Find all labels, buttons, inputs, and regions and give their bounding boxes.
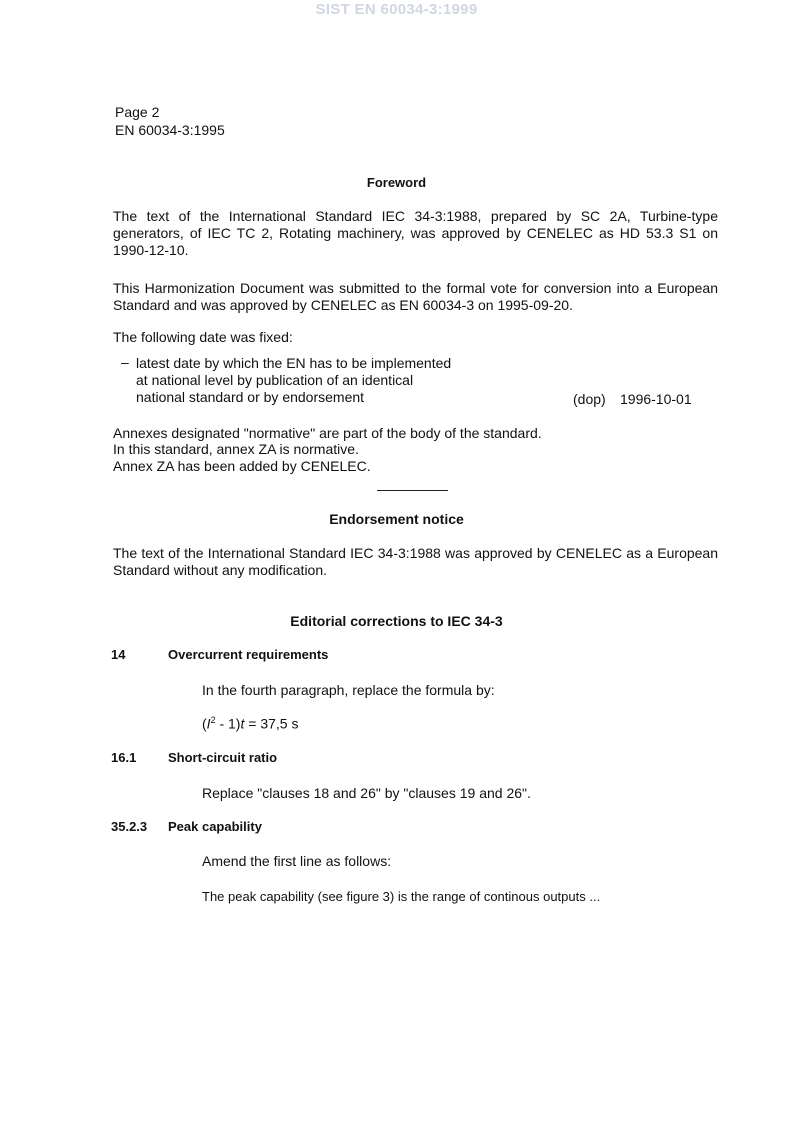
bullet-line-3: national standard or by endorsement bbox=[136, 389, 365, 405]
bullet-dash: – bbox=[121, 354, 129, 370]
section-instruction: Amend the first line as follows: bbox=[202, 853, 392, 869]
date-value: 1996-10-01 bbox=[620, 391, 692, 407]
foreword-paragraph-3: The following date was fixed: bbox=[113, 329, 293, 345]
section-title: Peak capability bbox=[168, 819, 262, 834]
section-title: Short-circuit ratio bbox=[168, 750, 278, 765]
document-reference: EN 60034-3:1995 bbox=[115, 122, 225, 138]
section-replacement-text: The peak capability (see figure 3) is the range of continous outputs ... bbox=[202, 889, 601, 904]
endorsement-text: The text of the International Standard IEC 34-3:1988 was approved by CENELEC as a European Standard without any modification. bbox=[113, 545, 718, 578]
date-code: (dop) bbox=[573, 391, 606, 407]
foreword-heading: Foreword bbox=[366, 175, 427, 190]
annex-line-2: In this standard, annex ZA is normative. bbox=[113, 441, 359, 457]
section-instruction: Replace "clauses 18 and 26" by "clauses 19 and 26". bbox=[202, 785, 531, 801]
formula-variable-t: t bbox=[240, 715, 245, 732]
foreword-paragraph-2: This Harmonization Document was submitted to the formal vote for conversion into a European Standard and was approved by CENELEC as EN 60034-3 on 1995-09-20. bbox=[113, 280, 718, 313]
editorial-heading: Editorial corrections to IEC 34-3 bbox=[290, 613, 503, 629]
bullet-line-2: at national level by publication of an identical bbox=[136, 372, 414, 388]
section-divider bbox=[377, 490, 448, 491]
section-title: Overcurrent requirements bbox=[168, 647, 329, 662]
annex-line-3: Annex ZA has been added by CENELEC. bbox=[113, 458, 371, 474]
formula-exponent: 2 bbox=[210, 715, 216, 725]
section-instruction: In the fourth paragraph, replace the formula by: bbox=[202, 682, 495, 698]
annex-line-1: Annexes designated "normative" are part of the body of the standard. bbox=[113, 425, 542, 441]
page-number: Page 2 bbox=[115, 104, 160, 120]
foreword-paragraph-1: The text of the International Standard IEC 34-3:1988, prepared by SC 2A, Turbine-type generators, of IEC TC 2, Rotating machinery, was approved by CENELEC as HD 53.3 S1 on 1990-12-10. bbox=[113, 208, 718, 258]
section-number: 14 bbox=[111, 647, 126, 662]
formula-result: = 37,5 s bbox=[244, 715, 299, 732]
formula-prefix: ( bbox=[202, 715, 207, 732]
endorsement-heading: Endorsement notice bbox=[329, 511, 464, 527]
section-number: 16.1 bbox=[111, 750, 137, 765]
formula-middle: - 1) bbox=[215, 715, 241, 732]
formula-variable-i: I bbox=[206, 715, 211, 732]
section-number: 35.2.3 bbox=[111, 819, 148, 834]
formula bbox=[202, 715, 298, 732]
watermark: SIST EN 60034-3:1999 bbox=[315, 1, 478, 18]
bullet-line-1: latest date by which the EN has to be implemented bbox=[136, 355, 452, 371]
